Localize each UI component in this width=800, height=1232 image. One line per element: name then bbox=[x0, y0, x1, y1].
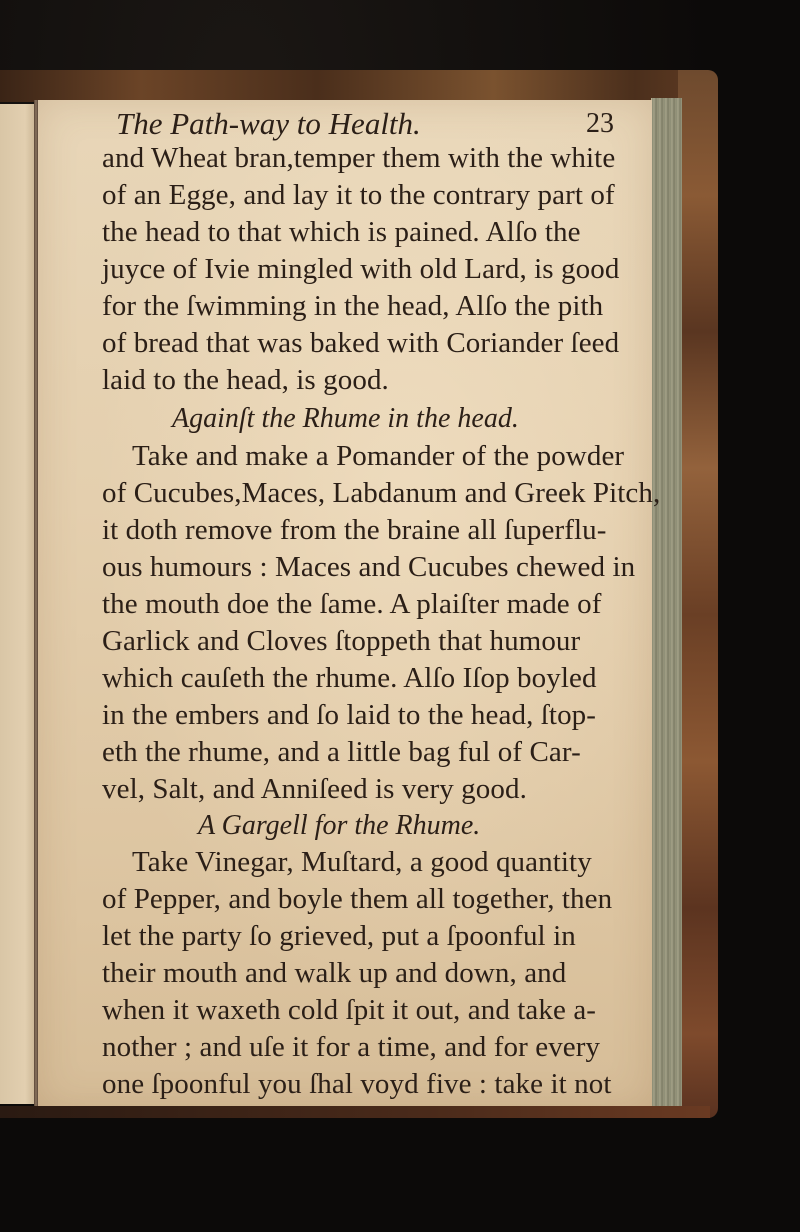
text-line: in the embers and ſo laid to the head, ſtop- bbox=[102, 699, 597, 731]
text-line: Garlick and Cloves ſtoppeth that humour bbox=[102, 625, 581, 657]
facing-page bbox=[0, 104, 36, 1104]
text-line: the mouth doe the ſame. A plaiſter made of bbox=[102, 588, 602, 620]
text-line: of Pepper, and boyle them all together, then bbox=[102, 883, 613, 915]
text-line: of an Egge, and lay it to the contrary part of bbox=[102, 179, 615, 211]
section-heading: Againſt the Rhume in the head. bbox=[172, 403, 519, 434]
text-line: of Cucubes,Maces, Labdanum and Greek Pitch, bbox=[102, 477, 661, 509]
book-bottom-board bbox=[0, 1106, 710, 1118]
text-line: ous humours : Maces and Cucubes chewed in bbox=[102, 551, 636, 583]
text-line: vel, Salt, and Anniſeed is very good. bbox=[102, 773, 527, 805]
text-line: Take and make a Pomander of the powder bbox=[132, 440, 625, 472]
text-line: nother ; and uſe it for a time, and for every bbox=[102, 1031, 601, 1063]
text-line: Take Vinegar, Muſtard, a good quantity bbox=[132, 846, 592, 878]
section-heading: A Gargell for the Rhume. bbox=[198, 810, 481, 841]
running-head bbox=[102, 106, 612, 142]
page-number: 23 bbox=[586, 108, 614, 139]
text-line: juyce of Ivie mingled with old Lard, is good bbox=[102, 253, 620, 285]
book-page bbox=[38, 100, 661, 1110]
text-line: and Wheat bran,temper them with the white bbox=[102, 142, 616, 174]
book-top-board bbox=[0, 70, 705, 102]
running-title: The Path-way to Health. bbox=[116, 106, 421, 141]
text-line: for the ſwimming in the head, Alſo the pith bbox=[102, 290, 604, 322]
book-cover-board bbox=[678, 70, 718, 1118]
text-line: laid to the head, is good. bbox=[102, 364, 389, 396]
text-line: let the party ſo grieved, put a ſpoonful in bbox=[102, 920, 576, 952]
text-line: when it waxeth cold ſpit it out, and take a- bbox=[102, 994, 597, 1026]
text-line: which cauſeth the rhume. Alſo Iſop boyled bbox=[102, 662, 597, 694]
text-line: the head to that which is pained. Alſo the bbox=[102, 216, 581, 248]
text-line: eth the rhume, and a little bag ful of Car- bbox=[102, 736, 581, 768]
text-line: of bread that was baked with Coriander ſeed bbox=[102, 327, 620, 359]
text-line: one ſpoonful you ſhal voyd five : take it not bbox=[102, 1068, 612, 1100]
text-line: it doth remove from the braine all ſuperflu- bbox=[102, 514, 607, 546]
text-line: their mouth and walk up and down, and bbox=[102, 957, 567, 989]
page-fore-edge bbox=[651, 98, 682, 1110]
